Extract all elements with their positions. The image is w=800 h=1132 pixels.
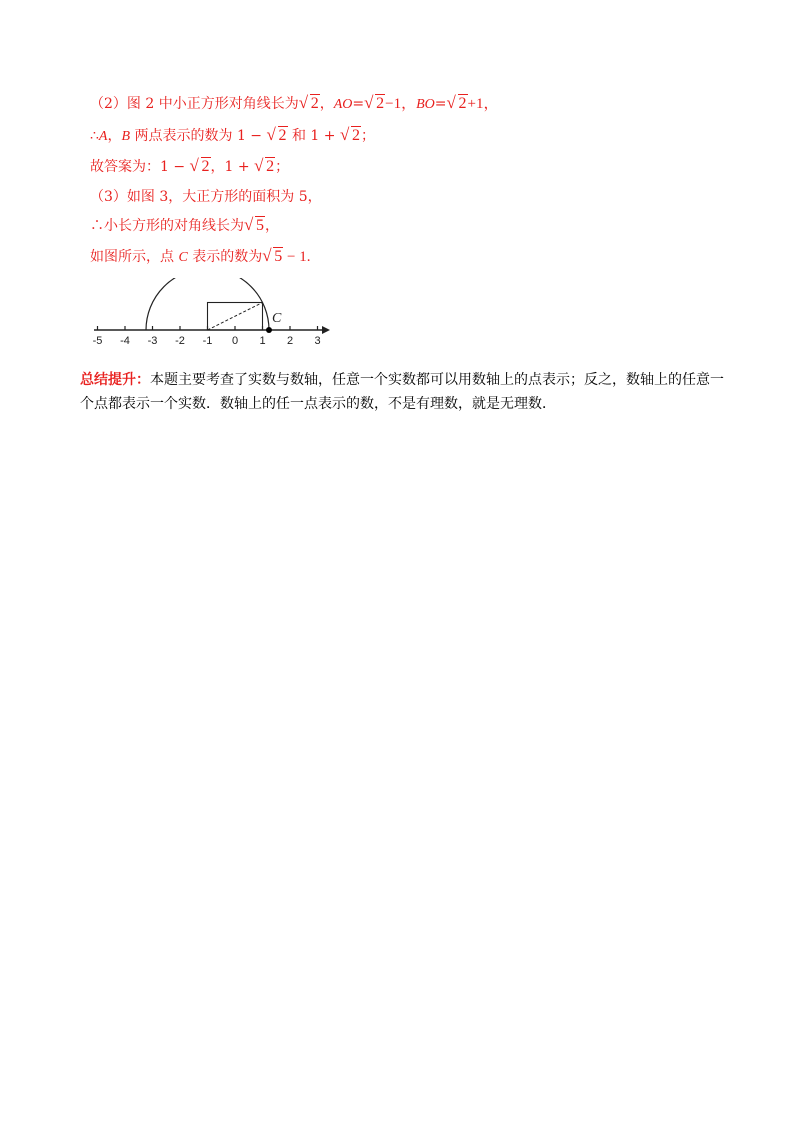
solution-line-5: ∴小长方形的对角线长为 √ 5， [90,215,279,234]
sqrt-expression: √ 2 [189,156,210,175]
solution-line-3: 故答案为：1 − √ 2，1 + √ 2； [90,156,290,175]
sqrt-expression: √ 2 [298,93,319,112]
summary-text: 本题主要考查了实数与数轴，任意一个实数都可以用数轴上的点表示；反之，数轴上的任意一个点都表示一个实数．数轴上的任一点表示的数，不是有理数，就是无理数． [80,372,724,412]
tick-label: -4 [120,335,130,347]
tick-label: -2 [175,335,185,347]
summary-label: 总结提升： [80,372,150,388]
sqrt-expression: √ 2 [364,93,385,112]
sqrt-expression: √ 5 [262,246,283,265]
solution-line-2: ∴A，B 两点表示的数为 1 − √ 2 和 1 + √ 2； [90,125,375,144]
solution-line-4: （3）如图 3，大正方形的面积为 5， [90,189,322,205]
tick-label: -3 [147,335,158,347]
sqrt-expression: √ 2 [446,93,467,112]
solution-line-6: 如图所示，点 C 表示的数为 √ 5 − 1. [90,246,311,265]
sqrt-expression: √ 2 [266,125,287,144]
segment-bo: BO [416,97,435,112]
tick-label: 2 [286,335,294,347]
rectangle-diagonal [208,303,263,331]
sqrt-expression: √ 2 [254,156,275,175]
segment-ao: AO [333,97,353,112]
axis-arrow [322,326,330,334]
sqrt-expression: √ 2 [339,125,360,144]
tick-label: 0 [231,335,239,347]
tick-label: 1 [259,335,266,347]
summary-section [80,368,730,416]
therefore-symbol: ∴ [90,128,99,144]
tick-label: 3 [314,335,321,347]
tick-group [93,326,321,347]
sqrt-expression: √ 5 [244,215,264,234]
solution-line-1: （2）图 2 中小正方形对角线长为 √ 2，AO= √ 2−1，BO= √ 2+1， [90,93,499,112]
tick-label: -5 [92,335,103,347]
point-c-label: C [271,311,282,326]
tick-label: -1 [202,335,213,347]
point-c [266,327,272,333]
number-line-figure [90,278,350,350]
text: （2）图 2 中小正方形对角线长为 [90,96,299,112]
